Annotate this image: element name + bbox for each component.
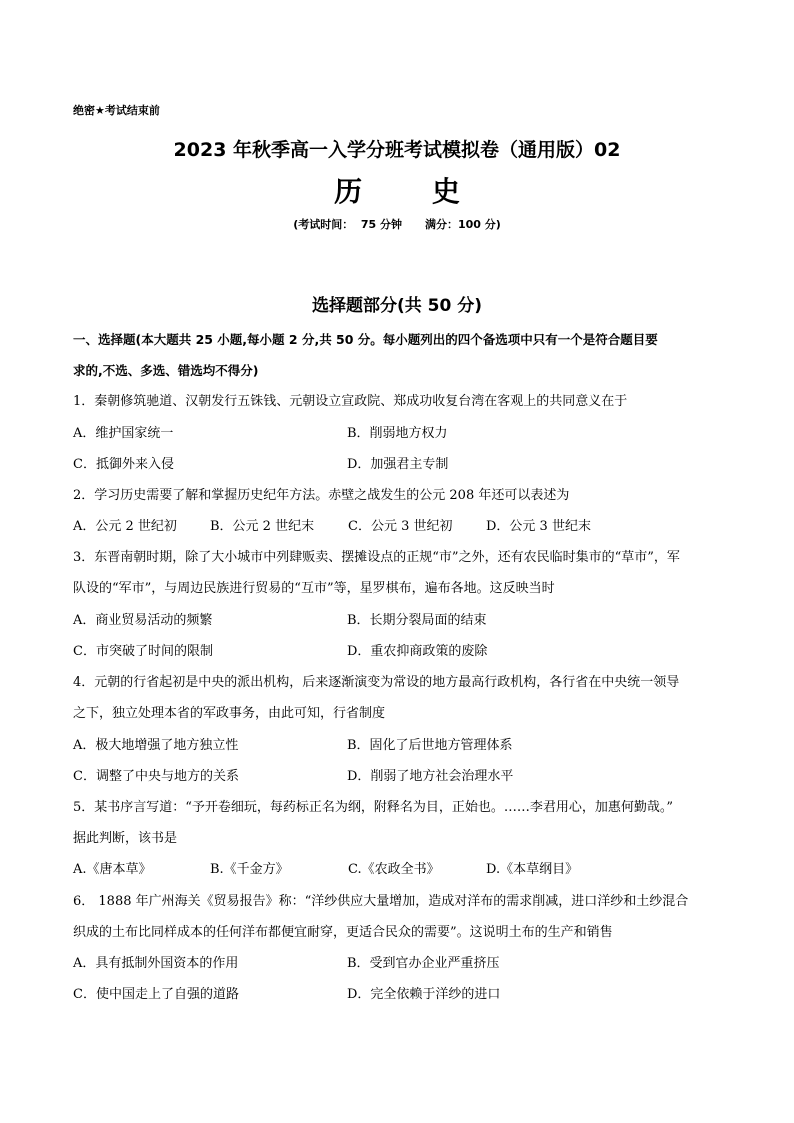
question-5-option-d: D.《本草纲目》 <box>486 862 579 877</box>
question-5-option-c: C.《农政全书》 <box>348 862 440 877</box>
question-1-option-d: D．加强君主专制 <box>347 457 449 472</box>
question-6-stem-line2: 织成的土布比同样成本的任何洋布都便宜耐穿，更适合民众的需要”。这说明土布的生产和销售 <box>73 925 613 940</box>
question-3-option-b: B．长期分裂局面的结束 <box>347 613 487 628</box>
question-2-option-b: B．公元 2 世纪末 <box>210 519 315 534</box>
question-4-option-a: A．极大地增强了地方独立性 <box>73 738 239 753</box>
question-4-stem-line2: 之下，独立处理本省的军政事务，由此可知，行省制度 <box>73 706 386 721</box>
question-6-option-d: D．完全依赖于洋纱的进口 <box>347 987 501 1002</box>
exam-info: (考试时间： 75 分钟 满分：100 分) <box>293 218 501 231</box>
confidential-label: 绝密★考试结束前 <box>73 104 160 117</box>
question-4-option-d: D．削弱了地方社会治理水平 <box>347 769 514 784</box>
question-5-option-b: B.《千金方》 <box>210 862 289 877</box>
subject-title: 历 史 <box>334 175 490 208</box>
question-2-option-a: A．公元 2 世纪初 <box>73 519 177 534</box>
question-3-option-c: C．市突破了时间的限制 <box>73 644 213 659</box>
section-title: 选择题部分(共 50 分) <box>311 296 483 316</box>
question-1-option-a: A．维护国家统一 <box>73 426 174 441</box>
question-6-option-a: A．具有抵制外国资本的作用 <box>73 956 239 971</box>
question-1-option-c: C．抵御外来入侵 <box>73 457 174 472</box>
question-1-stem: 1．秦朝修筑驰道、汉朝发行五铢钱、元朝设立宣政院、郑成功收复台湾在客观上的共同意义在于 <box>73 394 628 409</box>
question-4-stem-line1: 4．元朝的行省起初是中央的派出机构，后来逐渐演变为常设的地方最高行政机构，各行省在中央统一领导 <box>73 675 680 690</box>
question-3-stem-line1: 3．东晋南朝时期，除了大小城市中列肆贩卖、摆摊设点的正规“市”之外，还有农民临时集市的“草市”，军 <box>73 550 680 565</box>
question-2-stem: 2．学习历史需要了解和掌握历史纪年方法。赤壁之战发生的公元 208 年还可以表述为 <box>73 488 570 503</box>
question-5-stem-line1: 5．某书序言写道：“予开卷细玩，每药标正名为纲，附释名为目，正始也。……李君用心，加惠何勤哉。” <box>73 800 674 815</box>
question-3-option-d: D．重农抑商政策的废除 <box>347 644 488 659</box>
section-instructions-line1: 一、选择题(本大题共 25 小题,每小题 2 分,共 50 分。每小题列出的四个备选项中只有一个是符合题目要 <box>73 332 658 347</box>
question-3-option-a: A．商业贸易活动的频繁 <box>73 613 213 628</box>
question-5-stem-line2: 据此判断，该书是 <box>73 831 178 846</box>
question-2-option-c: C．公元 3 世纪初 <box>348 519 453 534</box>
question-4-option-c: C．调整了中央与地方的关系 <box>73 769 239 784</box>
section-instructions-line2: 求的,不选、多选、错选均不得分) <box>73 363 259 378</box>
question-3-stem-line2: 队设的“军市”，与周边民族进行贸易的“互市”等，星罗棋布，遍布各地。这反映当时 <box>73 581 555 596</box>
question-6-option-c: C．使中国走上了自强的道路 <box>73 987 239 1002</box>
question-2-option-d: D．公元 3 世纪末 <box>486 519 591 534</box>
question-5-option-a: A.《唐本草》 <box>73 862 152 877</box>
question-6-option-b: B．受到官办企业严重挤压 <box>347 956 500 971</box>
question-4-option-b: B．固化了后世地方管理体系 <box>347 738 513 753</box>
exam-title: 2023 年秋季高一入学分班考试模拟卷（通用版）02 <box>173 139 621 161</box>
question-1-option-b: B．削弱地方权力 <box>347 426 448 441</box>
question-6-stem-line1: 6． 1888 年广州海关《贸易报告》称：“洋纱供应大量增加，造成对洋布的需求削减，进口洋纱和土纱混合 <box>73 894 689 909</box>
